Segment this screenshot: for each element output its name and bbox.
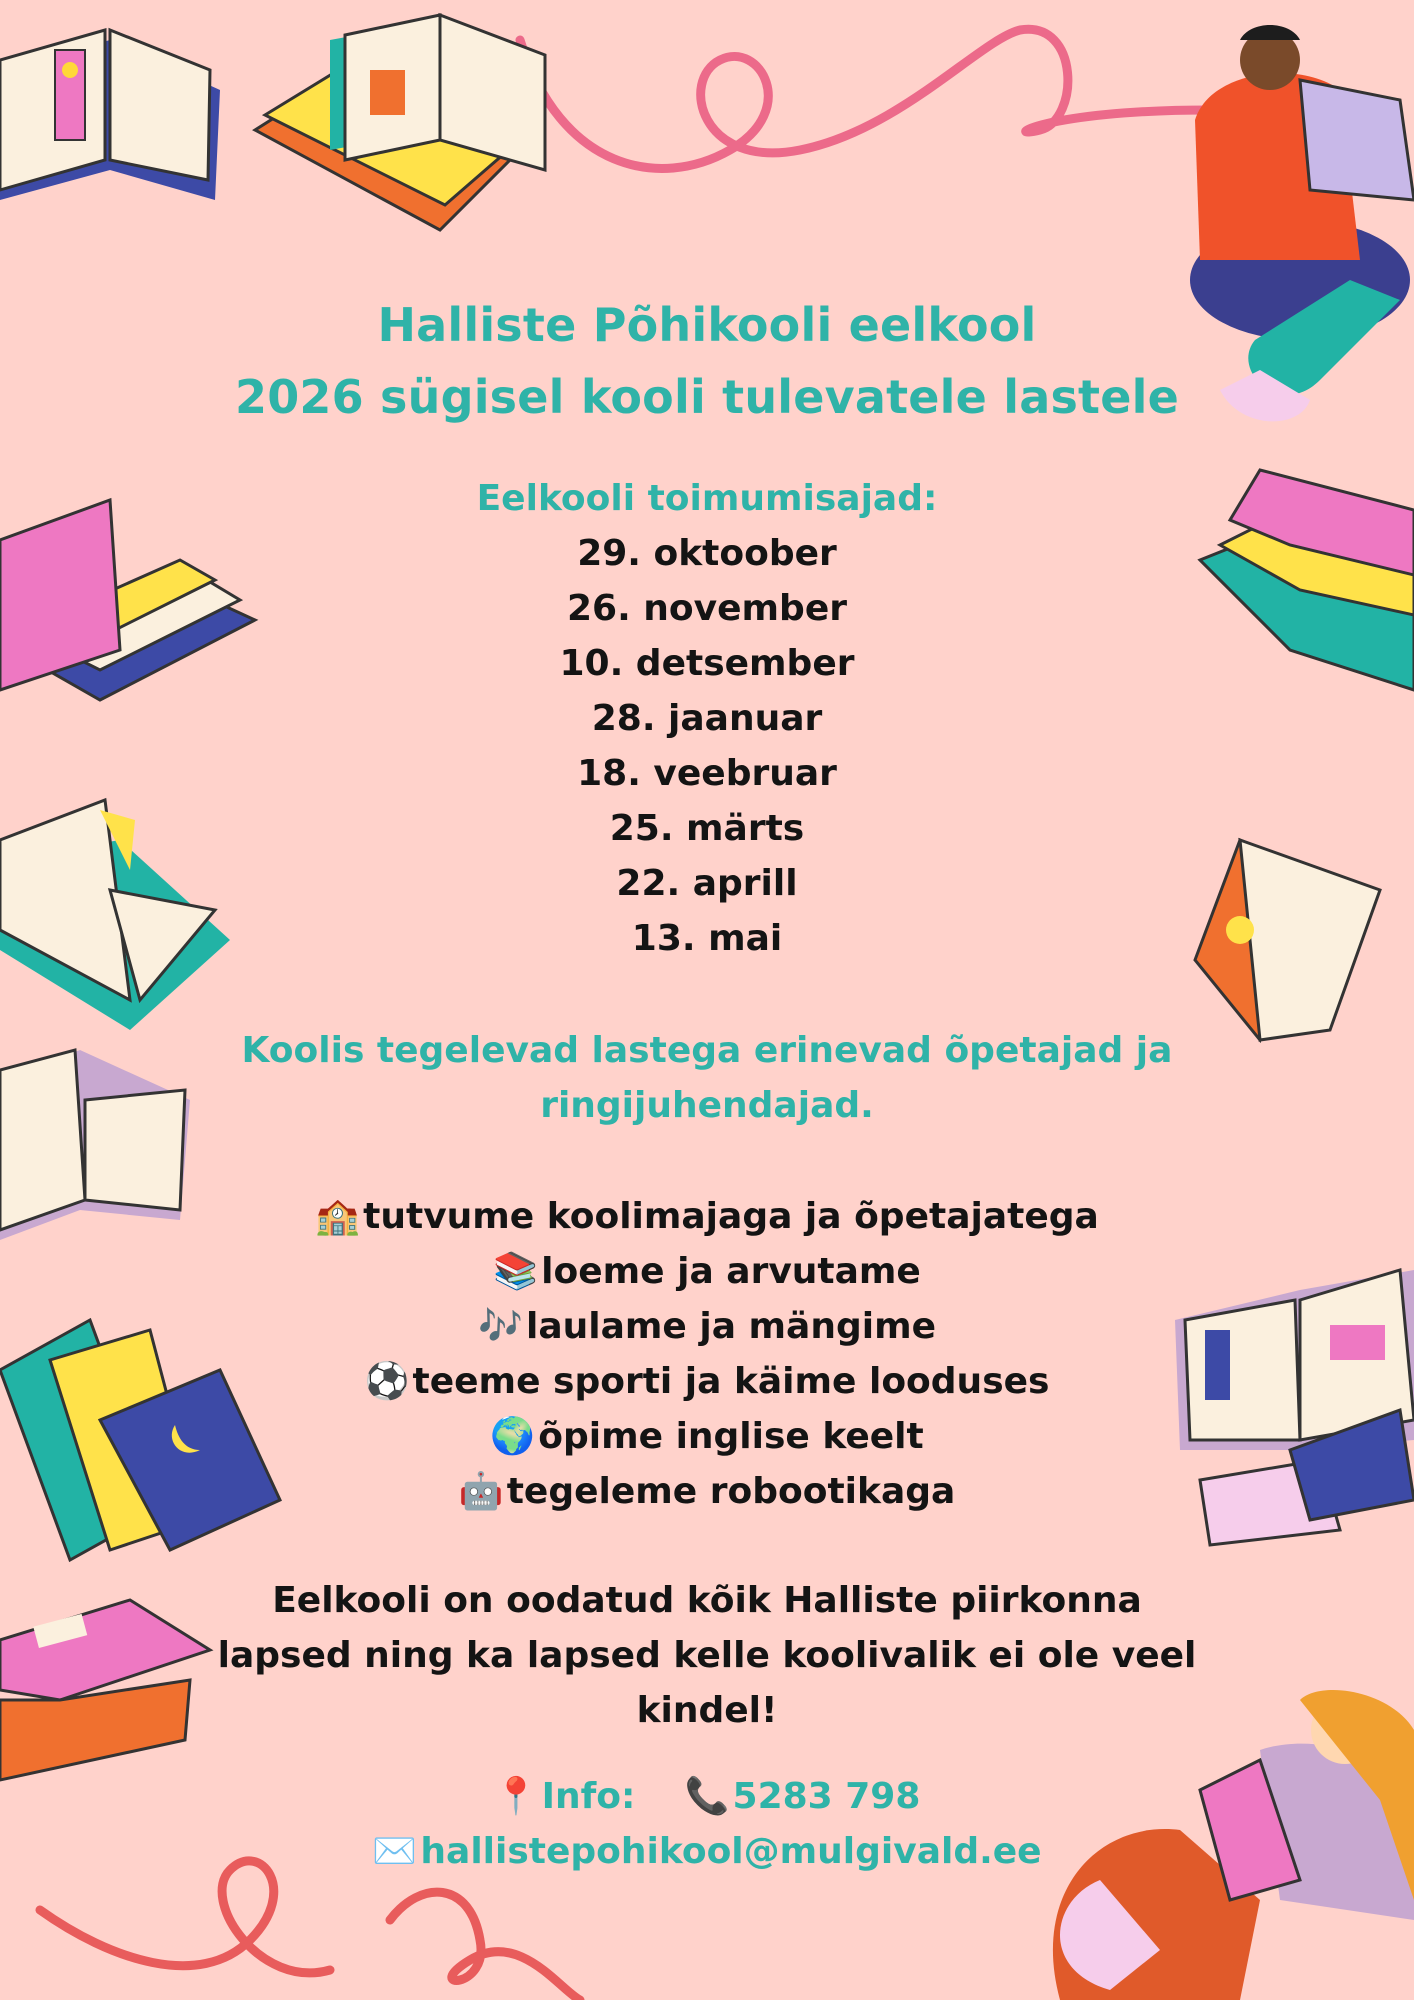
date-item: 13. mai — [631, 918, 783, 959]
date-item: 18. veebruar — [577, 753, 837, 794]
schedule-heading: Eelkooli toimumisajad: — [476, 478, 938, 519]
date-item: 26. november — [566, 588, 847, 629]
activity-text: õpime inglise keelt — [538, 1416, 924, 1457]
phone-number[interactable]: 5283 798 — [732, 1776, 921, 1817]
activity-text: loeme ja arvutame — [541, 1251, 921, 1292]
activity-text: tutvume koolimajaga ja õpetajatega — [363, 1196, 1099, 1237]
date-item: 28. jaanuar — [591, 698, 823, 739]
activity-item — [0, 1415, 1414, 1457]
invitation-line-3: kindel! — [636, 1690, 778, 1731]
music-notes-icon: 🎶 — [478, 1306, 523, 1347]
school-icon: 🏫 — [315, 1196, 360, 1237]
activity-text: teeme sporti ja käime looduses — [412, 1361, 1050, 1402]
info-label: Info: — [541, 1776, 636, 1817]
invitation-line-2: lapsed ning ka lapsed kelle koolivalik ei ole veel — [217, 1635, 1197, 1676]
invitation-line-1: Eelkooli on oodatud kõik Halliste piirkonna — [272, 1580, 1142, 1621]
books-icon: 📚 — [493, 1251, 538, 1292]
globe-icon: 🌍 — [490, 1416, 536, 1457]
email-address[interactable]: hallistepohikool@mulgivald.ee — [420, 1831, 1042, 1872]
teachers-line-2: ringijuhendajad. — [540, 1085, 874, 1126]
date-item: 10. detsember — [559, 643, 855, 684]
activity-item — [0, 1470, 1414, 1512]
contact-email-row — [0, 1830, 1414, 1872]
activity-item — [0, 1250, 1414, 1292]
robot-icon: 🤖 — [458, 1471, 504, 1512]
activity-text: tegeleme robootikaga — [506, 1471, 956, 1512]
location-pin-icon: 📍 — [493, 1776, 539, 1817]
activity-text: laulame ja mängime — [526, 1306, 936, 1347]
date-item: 22. aprill — [616, 863, 798, 904]
teachers-line-1: Koolis tegelevad lastega erinevad õpetajad ja — [241, 1030, 1173, 1071]
phone-icon: 📞 — [684, 1776, 730, 1817]
activity-item — [0, 1305, 1414, 1347]
date-item: 29. oktoober — [577, 533, 837, 574]
soccer-ball-icon: ⚽ — [364, 1361, 410, 1402]
title-line-2: 2026 sügisel kooli tulevatele lastele — [235, 370, 1179, 424]
envelope-icon: ✉️ — [372, 1831, 418, 1872]
activity-item — [0, 1360, 1414, 1402]
contact-info-row — [0, 1775, 1414, 1817]
title-line-1: Halliste Põhikooli eelkool — [377, 298, 1037, 352]
date-item: 25. märts — [609, 808, 805, 849]
activity-item — [0, 1195, 1414, 1237]
